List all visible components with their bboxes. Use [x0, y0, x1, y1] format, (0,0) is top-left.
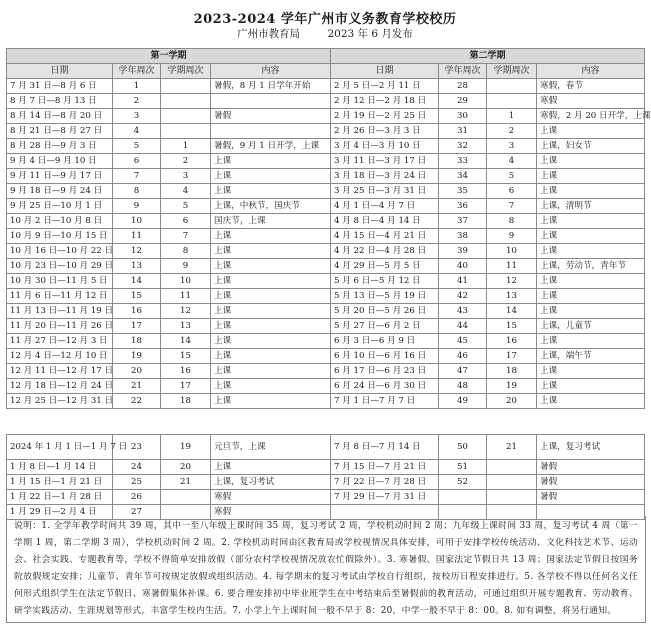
term-week-cell	[487, 460, 537, 475]
date-cell: 4 月 15 日—4 月 21 日	[331, 229, 439, 244]
date-cell: 6 月 17 日—6 月 23 日	[331, 364, 439, 379]
table-row	[7, 435, 645, 460]
date-cell: 11 月 13 日—11 月 19 日	[7, 304, 113, 319]
year-week-cell: 9	[113, 199, 161, 214]
year-week-cell: 32	[439, 139, 487, 154]
table-row	[7, 334, 645, 349]
date-cell: 5 月 27 日—6 月 2 日	[331, 319, 439, 334]
table-row	[7, 259, 645, 274]
content-cell: 上课	[537, 304, 645, 319]
year-week-cell: 49	[439, 394, 487, 409]
term-week-cell	[487, 490, 537, 505]
table-row	[7, 364, 645, 379]
year-week-cell: 2	[113, 94, 161, 109]
content-cell: 上课	[537, 364, 645, 379]
term-week-cell: 9	[161, 259, 211, 274]
table-row	[7, 319, 645, 334]
content-cell: 上课	[537, 274, 645, 289]
year-week-cell: 40	[439, 259, 487, 274]
term-week-cell: 9	[487, 229, 537, 244]
content-cell: 上课	[537, 334, 645, 349]
year-week-cell: 24	[113, 460, 161, 475]
date-cell: 1 月 15 日—1 月 21 日	[7, 475, 113, 490]
year-week-cell: 34	[439, 169, 487, 184]
term-week-cell	[161, 124, 211, 139]
content-cell: 寒假	[211, 505, 331, 520]
content-cell: 上课	[211, 319, 331, 334]
date-cell: 10 月 9 日—10 月 15 日	[7, 229, 113, 244]
content-cell: 寒假	[211, 490, 331, 505]
year-week-cell: 13	[113, 259, 161, 274]
content-cell: 上课，复习考试	[211, 475, 331, 490]
term-week-cell: 15	[161, 349, 211, 364]
term-week-cell: 20	[487, 394, 537, 409]
date-cell: 3 月 4 日—3 月 10 日	[331, 139, 439, 154]
table-row	[7, 94, 645, 109]
term-week-cell: 14	[161, 334, 211, 349]
content-cell: 上课	[211, 169, 331, 184]
content-cell: 暑假	[537, 475, 645, 490]
date-cell: 5 月 6 日—5 月 12 日	[331, 274, 439, 289]
content-cell: 上课	[537, 289, 645, 304]
table-row	[7, 169, 645, 184]
calendar-table	[6, 48, 651, 409]
content-cell: 上课，复习考试	[537, 435, 645, 460]
content-cell: 上课，清明节	[537, 199, 645, 214]
term-week-cell: 16	[161, 364, 211, 379]
date-cell: 9 月 11 日—9 月 17 日	[7, 169, 113, 184]
content-cell: 上课	[211, 379, 331, 394]
term-week-cell: 1	[161, 139, 211, 154]
content-cell: 上课，妇女节	[537, 139, 645, 154]
col-header-term-week: 学期周次	[161, 64, 211, 79]
year-week-cell: 43	[439, 304, 487, 319]
content-cell: 寒假，2 月 20 日开学，上课	[537, 109, 645, 124]
term-week-cell: 21	[161, 475, 211, 490]
content-cell: 上课	[537, 229, 645, 244]
term-week-cell: 17	[487, 349, 537, 364]
term-week-cell	[161, 109, 211, 124]
term-week-cell: 11	[487, 259, 537, 274]
year-week-cell: 28	[439, 79, 487, 94]
term-week-cell: 10	[161, 274, 211, 289]
table-row	[7, 124, 645, 139]
year-week-cell: 41	[439, 274, 487, 289]
content-cell: 上课	[537, 154, 645, 169]
year-week-cell: 4	[113, 124, 161, 139]
table-row	[7, 304, 645, 319]
date-cell: 12 月 4 日—12 月 10 日	[7, 349, 113, 364]
content-cell: 暑假	[537, 490, 645, 505]
content-cell: 元旦节，上课	[211, 435, 331, 460]
year-week-cell: 35	[439, 184, 487, 199]
notes-paragraph: 说明：1. 全学年教学时间共 39 周，其中一至八年级上课时间 35 周，复习考试 2 周，学校机动时间 2 周；九年级上课时间 33 周，复习考试 4 周（第一学期 1 周，第二学期 3 周），学校机动时间 2 周。2. 学校机动时间由区教育局或学校视情况具体安排，可用于安排学校传统活动、文化科技艺术节、运动会、社会实践、专题教育等，学校不得简单安排放假（部分农村学校视情况放农忙假除外）。3. 寒暑假、国家法定节假日共 13 周；国家法定节假日按国务院放假规定安排；儿童节、青年节可按规定放假或组织活动。4. 每学期末的复习考试由学校自行组织，按校历日程安排进行。5. 各学校不得以任何名义任何形式组织学生在法定节假日、寒暑假集体补课。6. 要合理安排初中毕业班学生在中考结束后至暑假前的教育活动，可通过组织开展专题教育、劳动教育、研学实践活动、生涯规划等形式，丰富学生校内生活。7. 小学上午上课时间一般不早于 8：20，中学一般不早于 8：00。8. 如有调整，将另行通知。	[6, 516, 646, 623]
year-week-cell: 27	[113, 505, 161, 520]
term-week-cell	[487, 79, 537, 94]
col-header-year-week: 学年周次	[439, 64, 487, 79]
year-week-cell: 21	[113, 379, 161, 394]
term-week-cell	[161, 94, 211, 109]
content-cell	[211, 124, 331, 139]
content-cell	[211, 94, 331, 109]
content-cell: 上课	[211, 334, 331, 349]
term-week-cell: 8	[161, 244, 211, 259]
date-cell: 3 月 18 日—3 月 24 日	[331, 169, 439, 184]
year-week-cell: 3	[113, 109, 161, 124]
table-row	[7, 109, 645, 124]
content-cell: 上课	[211, 394, 331, 409]
content-cell: 上课	[537, 124, 645, 139]
date-cell: 5 月 20 日—5 月 26 日	[331, 304, 439, 319]
content-cell: 上课	[537, 169, 645, 184]
term-week-cell: 5	[161, 199, 211, 214]
date-cell: 10 月 23 日—10 月 29 日	[7, 259, 113, 274]
year-week-cell: 30	[439, 109, 487, 124]
content-cell: 上课	[537, 244, 645, 259]
year-week-cell: 16	[113, 304, 161, 319]
year-week-cell: 31	[439, 124, 487, 139]
term-week-cell: 6	[487, 184, 537, 199]
date-cell: 7 月 1 日—7 月 7 日	[331, 394, 439, 409]
term-week-cell: 14	[487, 304, 537, 319]
date-cell: 2 月 5 日—2 月 11 日	[331, 79, 439, 94]
year-week-cell: 5	[113, 139, 161, 154]
year-week-cell: 33	[439, 154, 487, 169]
year-week-cell: 6	[113, 154, 161, 169]
term-week-cell: 5	[487, 169, 537, 184]
table-row	[7, 184, 645, 199]
table-row	[7, 79, 645, 94]
term-week-cell: 18	[487, 364, 537, 379]
term-week-cell: 4	[487, 154, 537, 169]
issuer: 广州市教育局	[237, 28, 301, 40]
table-row	[7, 289, 645, 304]
term-week-cell: 2	[161, 154, 211, 169]
date-cell: 11 月 20 日—11 月 26 日	[7, 319, 113, 334]
year-week-cell: 15	[113, 289, 161, 304]
date-cell: 10 月 16 日—10 月 22 日	[7, 244, 113, 259]
year-week-cell	[439, 490, 487, 505]
date-cell: 7 月 22 日—7 月 28 日	[331, 475, 439, 490]
table-row	[7, 244, 645, 259]
date-cell: 11 月 27 日—12 月 3 日	[7, 334, 113, 349]
col-header-content: 内容	[537, 64, 645, 79]
date-cell: 8 月 7 日—8 月 13 日	[7, 94, 113, 109]
content-cell: 国庆节，上课	[211, 214, 331, 229]
date-cell: 3 月 11 日—3 月 17 日	[331, 154, 439, 169]
content-cell: 暑假	[537, 460, 645, 475]
date-cell: 1 月 29 日—2 月 4 日	[7, 505, 113, 520]
date-cell: 9 月 4 日—9 月 10 日	[7, 154, 113, 169]
content-cell: 暑假	[211, 109, 331, 124]
content-cell: 上课	[537, 394, 645, 409]
term-week-cell: 8	[487, 214, 537, 229]
table-row	[7, 394, 645, 409]
col-header-term-week: 学期周次	[487, 64, 537, 79]
table-row	[7, 379, 645, 394]
date-cell: 4 月 22 日—4 月 28 日	[331, 244, 439, 259]
content-cell: 上课	[537, 379, 645, 394]
term-week-cell: 2	[487, 124, 537, 139]
term-week-cell: 21	[487, 435, 537, 460]
table-row	[7, 460, 645, 475]
date-cell: 12 月 18 日—12 月 24 日	[7, 379, 113, 394]
term-week-cell: 10	[487, 244, 537, 259]
page-title: 2023-2024 学年广州市义务教育学校校历	[193, 12, 457, 27]
calendar-table-continued	[6, 434, 645, 520]
year-week-cell: 44	[439, 319, 487, 334]
date-cell: 10 月 2 日—10 月 8 日	[7, 214, 113, 229]
term-week-cell: 13	[161, 319, 211, 334]
content-cell: 上课	[211, 244, 331, 259]
date-cell: 8 月 14 日—8 月 20 日	[7, 109, 113, 124]
year-week-cell: 18	[113, 334, 161, 349]
date-cell: 2 月 12 日—2 月 18 日	[331, 94, 439, 109]
date-cell: 7 月 8 日—7 月 14 日	[331, 435, 439, 460]
term-week-cell: 18	[161, 394, 211, 409]
date-cell: 6 月 24 日—6 月 30 日	[331, 379, 439, 394]
date-cell: 2024 年 1 月 1 日—1 月 7 日	[7, 435, 113, 460]
table-row	[7, 229, 645, 244]
year-week-cell: 42	[439, 289, 487, 304]
date-cell: 7 月 29 日—7 月 31 日	[331, 490, 439, 505]
year-week-cell: 38	[439, 229, 487, 244]
content-cell: 上课	[211, 304, 331, 319]
year-week-cell: 1	[113, 79, 161, 94]
year-week-cell: 7	[113, 169, 161, 184]
date-cell: 1 月 22 日—1 月 28 日	[7, 490, 113, 505]
term-week-cell	[487, 94, 537, 109]
content-cell: 上课	[211, 259, 331, 274]
content-cell: 上课	[537, 184, 645, 199]
content-cell: 上课，端午节	[537, 349, 645, 364]
term-week-cell: 13	[487, 289, 537, 304]
content-cell: 寒假	[537, 94, 645, 109]
date-cell: 8 月 28 日—9 月 3 日	[7, 139, 113, 154]
date-cell: 2 月 26 日—3 月 3 日	[331, 124, 439, 139]
col-header-year-week: 学年周次	[113, 64, 161, 79]
year-week-cell: 29	[439, 94, 487, 109]
date-cell: 6 月 3 日—6 月 9 日	[331, 334, 439, 349]
date-cell: 7 月 31 日—8 月 6 日	[7, 79, 113, 94]
date-cell: 11 月 6 日—11 月 12 日	[7, 289, 113, 304]
year-week-cell: 51	[439, 460, 487, 475]
content-cell: 寒假，春节	[537, 79, 645, 94]
term-week-cell	[487, 475, 537, 490]
term-week-cell: 3	[161, 169, 211, 184]
date-cell: 4 月 1 日—4 月 7 日	[331, 199, 439, 214]
table-row	[7, 475, 645, 490]
content-cell: 上课	[211, 349, 331, 364]
content-cell: 上课，儿童节	[537, 319, 645, 334]
term-week-cell: 16	[487, 334, 537, 349]
semester1-header: 第一学期	[7, 49, 331, 64]
year-week-cell: 11	[113, 229, 161, 244]
year-week-cell: 10	[113, 214, 161, 229]
year-week-cell: 23	[113, 435, 161, 460]
term-week-cell	[161, 79, 211, 94]
content-cell: 上课	[211, 289, 331, 304]
table-row	[7, 274, 645, 289]
year-week-cell: 22	[113, 394, 161, 409]
date-cell: 7 月 15 日—7 月 21 日	[331, 460, 439, 475]
content-cell: 上课	[211, 274, 331, 289]
term-week-cell: 4	[161, 184, 211, 199]
content-cell: 上课	[211, 460, 331, 475]
year-week-cell: 37	[439, 214, 487, 229]
term-week-cell: 7	[161, 229, 211, 244]
year-week-cell: 25	[113, 475, 161, 490]
content-cell: 暑假，9 月 1 日开学，上课	[211, 139, 331, 154]
year-week-cell: 19	[113, 349, 161, 364]
issue-date: 2023 年 6 月发布	[327, 28, 413, 40]
date-cell: 9 月 25 日—10 月 1 日	[7, 199, 113, 214]
term-week-cell: 15	[487, 319, 537, 334]
content-cell: 上课	[211, 154, 331, 169]
term-week-cell: 20	[161, 460, 211, 475]
year-week-cell: 46	[439, 349, 487, 364]
year-week-cell: 8	[113, 184, 161, 199]
year-week-cell: 17	[113, 319, 161, 334]
term-week-cell: 19	[161, 435, 211, 460]
date-cell: 12 月 25 日—12 月 31 日	[7, 394, 113, 409]
year-week-cell: 45	[439, 334, 487, 349]
year-week-cell: 12	[113, 244, 161, 259]
page-subtitle	[0, 26, 650, 41]
table-row	[7, 154, 645, 169]
year-week-cell: 26	[113, 490, 161, 505]
date-cell: 1 月 8 日—1 月 14 日	[7, 460, 113, 475]
content-cell: 上课，中秋节，国庆节	[211, 199, 331, 214]
year-week-cell: 52	[439, 475, 487, 490]
col-header-date: 日期	[7, 64, 113, 79]
term-week-cell: 19	[487, 379, 537, 394]
term-week-cell: 6	[161, 214, 211, 229]
table-row	[7, 139, 645, 154]
year-week-cell: 14	[113, 274, 161, 289]
year-week-cell: 20	[113, 364, 161, 379]
term-week-cell: 1	[487, 109, 537, 124]
term-week-cell: 12	[161, 304, 211, 319]
date-cell: 5 月 13 日—5 月 19 日	[331, 289, 439, 304]
date-cell: 6 月 10 日—6 月 16 日	[331, 349, 439, 364]
content-cell: 上课	[211, 229, 331, 244]
content-cell: 上课	[211, 184, 331, 199]
content-cell: 暑假，8 月 1 日学年开始	[211, 79, 331, 94]
content-cell: 上课，劳动节，青年节	[537, 259, 645, 274]
year-week-cell: 50	[439, 435, 487, 460]
date-cell: 4 月 8 日—4 月 14 日	[331, 214, 439, 229]
term-week-cell: 17	[161, 379, 211, 394]
content-cell: 上课	[537, 214, 645, 229]
year-week-cell: 48	[439, 379, 487, 394]
date-cell: 2 月 19 日—2 月 25 日	[331, 109, 439, 124]
date-cell: 12 月 11 日—12 月 17 日	[7, 364, 113, 379]
date-cell: 8 月 21 日—8 月 27 日	[7, 124, 113, 139]
date-cell: 3 月 25 日—3 月 31 日	[331, 184, 439, 199]
semester2-header: 第二学期	[331, 49, 645, 64]
table-row	[7, 199, 645, 214]
term-week-cell: 12	[487, 274, 537, 289]
col-header-date: 日期	[331, 64, 439, 79]
date-cell: 4 月 29 日—5 月 5 日	[331, 259, 439, 274]
col-header-content: 内容	[211, 64, 331, 79]
term-week-cell: 3	[487, 139, 537, 154]
year-week-cell: 36	[439, 199, 487, 214]
table-row	[7, 490, 645, 505]
year-week-cell: 47	[439, 364, 487, 379]
term-week-cell: 11	[161, 289, 211, 304]
table-row	[7, 214, 645, 229]
term-week-cell: 7	[487, 199, 537, 214]
date-cell: 9 月 18 日—9 月 24 日	[7, 184, 113, 199]
date-cell: 10 月 30 日—11 月 5 日	[7, 274, 113, 289]
year-week-cell: 39	[439, 244, 487, 259]
content-cell: 上课	[211, 364, 331, 379]
table-row	[7, 349, 645, 364]
term-week-cell	[161, 490, 211, 505]
